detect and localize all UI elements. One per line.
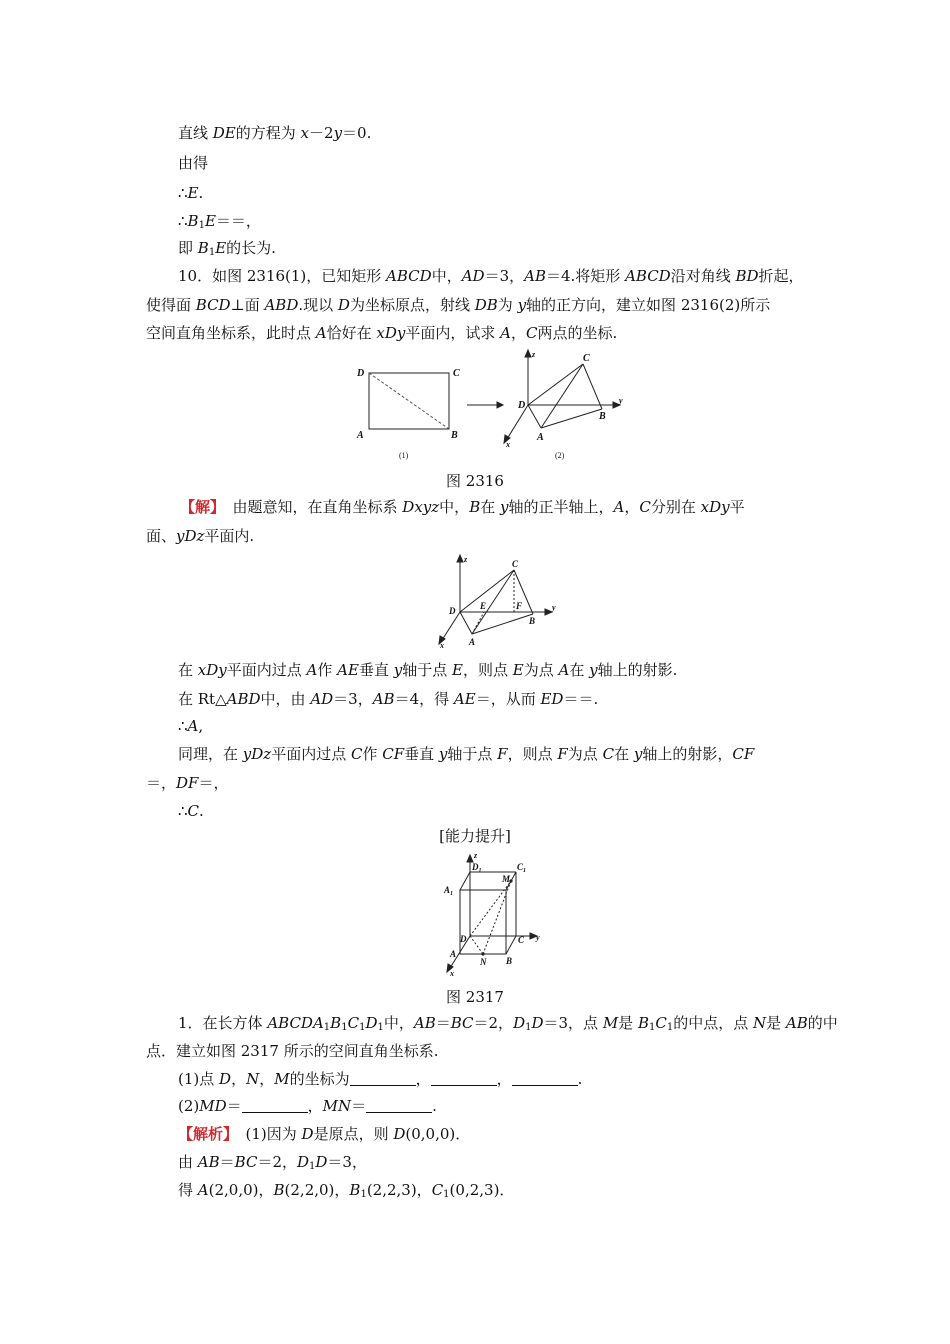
math-var: AB — [372, 690, 395, 708]
math-var: AD — [310, 690, 334, 708]
math-var: CF — [732, 745, 755, 763]
text: 中，由 — [260, 690, 311, 708]
figure-2317 — [440, 852, 550, 980]
text: ＝， — [198, 774, 229, 792]
math-var: D — [393, 1125, 406, 1143]
edge-ab — [541, 409, 602, 428]
subscript: 1 — [341, 1022, 348, 1033]
math-var: E — [512, 661, 524, 679]
math-var: DE — [212, 124, 236, 142]
text: 面、 — [146, 527, 177, 545]
label-x: x — [440, 641, 444, 648]
figure-2316 — [355, 345, 645, 463]
text: ＝3， — [484, 267, 525, 285]
segment-dm — [470, 881, 511, 936]
label-a1-sub: 1 — [450, 891, 454, 897]
math-var: BC — [450, 1014, 474, 1032]
label-a2: A — [537, 432, 544, 443]
label-a: A — [357, 430, 364, 441]
math-var: D — [296, 1153, 310, 1171]
text: 在 — [178, 661, 198, 679]
segment-nm — [483, 881, 511, 954]
math-var: B — [197, 239, 209, 257]
text: 是原点，则 — [313, 1125, 394, 1143]
solution10-line4 — [178, 689, 598, 709]
math-var: A — [558, 661, 570, 679]
math-var: E — [204, 212, 216, 230]
problem1-answer1 — [178, 1124, 470, 1144]
solution-tag: 【解】 — [180, 498, 218, 516]
text: ， — [231, 1070, 247, 1088]
answer-blank-md[interactable] — [242, 1098, 308, 1113]
math-var: D — [513, 1014, 526, 1032]
label-c1-letter: C — [517, 862, 524, 872]
math-var: C — [431, 1181, 444, 1199]
math-var: ED — [540, 690, 564, 708]
text: 中， — [431, 267, 462, 285]
text: 为 — [497, 296, 518, 314]
math-var: C — [655, 1014, 667, 1032]
edge-dc — [460, 570, 514, 612]
figure-label-1: (1) — [399, 451, 409, 460]
text: 是 — [766, 1014, 786, 1032]
math-var: x — [300, 124, 310, 142]
solution10-line7 — [146, 773, 228, 793]
label-d2: D — [518, 400, 526, 411]
text: 的中 — [807, 1014, 838, 1032]
text: ，则点 — [507, 745, 558, 763]
label-f: F — [516, 601, 523, 611]
text: 点．建立如图 2317 所示的空间直角坐标系. — [146, 1042, 439, 1060]
text: 在 Rt△ — [178, 690, 227, 708]
text: 作 — [317, 661, 338, 679]
front-face — [460, 890, 506, 954]
edge-ac — [541, 364, 583, 428]
z-arrow — [467, 855, 473, 862]
math-var: M — [274, 1070, 290, 1088]
text: 轴上的射影， — [642, 745, 733, 763]
math-var: xDy — [376, 324, 406, 342]
math-var: ABD — [226, 690, 261, 708]
problem10-line3 — [146, 323, 617, 343]
text: 轴的正半轴上， — [508, 498, 614, 516]
text: 是 — [618, 1014, 638, 1032]
math-var: C — [526, 324, 538, 342]
text: 折起， — [758, 267, 804, 285]
math-var: B — [469, 498, 481, 516]
text: (2) — [178, 1097, 200, 1115]
math-var: AB — [413, 1014, 436, 1032]
math-var: BD — [735, 267, 759, 285]
text: 使得面 — [146, 296, 196, 314]
text: 的方程为 — [235, 124, 301, 142]
text: ∴ — [178, 212, 188, 230]
label-c: C — [512, 559, 519, 569]
text: ＝4，得 — [394, 690, 454, 708]
math-var: ABD — [264, 296, 299, 314]
subscript: 1 — [309, 1161, 316, 1172]
math-var: y — [633, 745, 643, 763]
math-var: MN — [322, 1097, 352, 1115]
rectangle-abcd — [369, 373, 449, 429]
segment-dn — [470, 936, 483, 954]
text: ＝＝. — [563, 690, 599, 708]
math-var: AB — [524, 267, 546, 285]
label-b: B — [529, 616, 536, 626]
text: 在 — [614, 745, 634, 763]
text: ， — [259, 1070, 275, 1088]
text: ＝3，点 — [543, 1014, 603, 1032]
label-y: y — [536, 933, 540, 942]
label-c: C — [453, 368, 460, 379]
subscript: 1 — [359, 1022, 366, 1033]
text: ＝2， — [473, 1014, 514, 1032]
label-a: A — [469, 637, 476, 647]
math-var: A — [187, 717, 199, 735]
text: ＝ — [219, 1153, 235, 1171]
math-var: A — [500, 324, 511, 342]
math-var: A — [306, 661, 318, 679]
line-youde — [178, 153, 208, 173]
text: . — [577, 1070, 583, 1088]
text: (1)点 — [178, 1070, 220, 1088]
text: 即 — [178, 239, 198, 257]
math-var: AB — [197, 1153, 220, 1171]
label-e: E — [480, 601, 487, 611]
math-var: AD — [461, 267, 485, 285]
label-m: M — [502, 874, 511, 884]
label-d: D — [357, 368, 365, 379]
math-var: E — [187, 184, 199, 202]
edge-ab — [472, 614, 536, 634]
text: 轴于点 — [402, 661, 452, 679]
math-var: B — [637, 1014, 649, 1032]
solution10-line8 — [178, 801, 204, 821]
math-var: y — [517, 296, 527, 314]
figure-label-2: (2) — [555, 451, 565, 460]
math-var: y — [393, 661, 403, 679]
figure-caption-2316: 图 2316 — [446, 472, 504, 490]
label-c2: C — [583, 353, 590, 364]
edge-da — [528, 405, 541, 428]
text: 垂直 — [404, 745, 439, 763]
text: ＝4.将矩形 — [545, 267, 626, 285]
math-var: Dxyz — [402, 498, 440, 516]
edge-bc — [506, 936, 516, 954]
text: 10．如图 2316(1)，已知矩形 — [178, 267, 387, 285]
math-var: y — [438, 745, 448, 763]
text: ，则点 — [462, 661, 513, 679]
text: 作 — [362, 745, 383, 763]
text: 直线 — [178, 124, 213, 142]
text: , — [198, 717, 204, 735]
label-d: D — [449, 606, 456, 616]
math-var: D — [531, 1014, 544, 1032]
math-var: E — [215, 239, 227, 257]
edge-da — [460, 612, 472, 634]
solution10-line3 — [178, 660, 677, 680]
math-var: ABCD — [625, 267, 671, 285]
text: 分别在 — [650, 498, 701, 516]
line-b1e-length — [178, 238, 276, 263]
math-var: B — [330, 1014, 342, 1032]
label-n: N — [480, 957, 487, 967]
text: ∴ — [178, 184, 188, 202]
text: 在 — [569, 661, 590, 679]
problem1-answer2 — [178, 1152, 367, 1177]
label-a1-letter: A — [444, 885, 451, 895]
text: 轴于点 — [447, 745, 498, 763]
text: ＝＝， — [215, 212, 261, 230]
z-arrow — [525, 350, 531, 357]
text: (0,2,3)． — [449, 1181, 515, 1199]
text: ＝3， — [327, 1153, 367, 1171]
text: 为点 — [523, 661, 559, 679]
text: 中， — [439, 498, 470, 516]
label-y: y — [619, 396, 623, 405]
figure-caption-2317: 图 2317 — [446, 988, 504, 1006]
text: 两点的坐标. — [537, 324, 618, 342]
text: ＝ — [435, 1014, 451, 1032]
math-var: yDz — [176, 527, 205, 545]
label-d: D — [460, 934, 467, 944]
problem1-answer3 — [178, 1180, 514, 1205]
point-n — [481, 952, 484, 955]
math-var: B — [349, 1181, 361, 1199]
text: ， — [307, 1097, 323, 1115]
line-therefore-e — [178, 183, 203, 203]
text: 中， — [383, 1014, 414, 1032]
answer-blank-n[interactable] — [431, 1071, 497, 1086]
text: . — [198, 184, 204, 202]
text: 在 — [480, 498, 500, 516]
math-var: N — [753, 1014, 767, 1032]
x-axis — [442, 612, 460, 640]
math-var: C — [639, 498, 651, 516]
answer-blank-mn[interactable] — [366, 1098, 432, 1113]
math-var: BCD — [195, 296, 231, 314]
text: 空间直角坐标系，此时点 — [146, 324, 316, 342]
line-b1e — [178, 211, 261, 236]
subscript: 1 — [360, 1189, 367, 1200]
line-de-equation — [178, 123, 371, 143]
math-var: A — [613, 498, 625, 516]
text: －2 — [309, 124, 334, 142]
analysis-tag: 【解析】 — [178, 1125, 231, 1143]
math-var: MD — [199, 1097, 227, 1115]
problem1-line2 — [146, 1041, 438, 1061]
label-d1-letter: D — [472, 862, 479, 872]
math-var: E — [452, 661, 463, 679]
text: 为点 — [567, 745, 603, 763]
y-arrow — [545, 609, 552, 615]
diagonal-bd — [369, 373, 449, 429]
edge-dc — [528, 364, 583, 405]
math-var: ABCDA — [267, 1014, 324, 1032]
text: 1．在长方体 — [178, 1014, 268, 1032]
problem10-line2 — [146, 295, 770, 315]
subscript: 1 — [525, 1022, 532, 1033]
problem1-line1 — [178, 1013, 838, 1038]
text: .现以 — [298, 296, 338, 314]
text: ＝， — [146, 774, 177, 792]
edge-a1d1 — [460, 872, 470, 890]
text: 沿对角线 — [670, 267, 736, 285]
text: 得 — [178, 1181, 198, 1199]
text: 为坐标原点，射线 — [349, 296, 475, 314]
arrow-head — [497, 402, 503, 408]
problem1-question1 — [178, 1069, 582, 1089]
math-var: AE — [453, 690, 476, 708]
text: 轴的正方向，建立如图 2316(2)所示 — [526, 296, 771, 314]
subscript: 1 — [377, 1022, 384, 1033]
text: ， — [511, 324, 527, 342]
label-z: z — [474, 852, 478, 860]
math-var: DB — [474, 296, 498, 314]
math-var: B — [273, 1181, 285, 1199]
math-var: F — [497, 745, 508, 763]
text: (2,2,0)， — [284, 1181, 350, 1199]
text: 由得 — [178, 154, 209, 172]
math-var: BC — [234, 1153, 258, 1171]
text: 恰好在 — [326, 324, 377, 342]
label-c1 — [517, 862, 526, 874]
edge-ac — [472, 570, 514, 634]
text: 平面内. — [204, 527, 255, 545]
text: 平面内，试求 — [405, 324, 501, 342]
math-var: A — [197, 1181, 209, 1199]
label-z: z — [532, 350, 536, 359]
text: 同理，在 — [178, 745, 243, 763]
label-c1-sub: 1 — [523, 868, 527, 874]
edge-cb — [583, 364, 602, 409]
math-var: M — [602, 1014, 619, 1032]
label-x: x — [450, 969, 454, 978]
math-var: A — [315, 324, 327, 342]
subscript: 1 — [648, 1022, 656, 1033]
text: . — [432, 1097, 437, 1115]
text: 的坐标为 — [289, 1070, 350, 1088]
label-d1-sub: 1 — [478, 868, 482, 874]
math-var: C — [187, 802, 200, 820]
label-a1 — [443, 885, 453, 897]
math-var: C — [602, 745, 615, 763]
label-a: A — [450, 949, 457, 959]
text: ＝2， — [257, 1153, 297, 1171]
text: 平面内过点 — [226, 661, 307, 679]
math-var: CF — [382, 745, 405, 763]
label-b: B — [506, 956, 513, 966]
subscript: 1 — [198, 220, 205, 231]
text: ＝，从而 — [475, 690, 541, 708]
solution10-line5 — [178, 716, 203, 736]
solution10-line2 — [146, 526, 254, 546]
text: 的中点，点 — [673, 1014, 753, 1032]
math-var: y — [500, 498, 509, 516]
label-x: x — [506, 440, 510, 449]
math-var: D — [301, 1125, 314, 1143]
math-var: C — [350, 745, 363, 763]
math-var: xDy — [700, 498, 730, 516]
text: (2,2,3)， — [366, 1181, 432, 1199]
text: 平 — [729, 498, 745, 516]
math-var: B — [187, 212, 199, 230]
label-c: C — [518, 935, 525, 945]
answer-blank-m[interactable] — [512, 1071, 578, 1086]
text: ＝3， — [333, 690, 373, 708]
math-var: D — [315, 1153, 328, 1171]
text: 的长为. — [226, 239, 276, 257]
text: ⊥面 — [230, 296, 265, 314]
math-var: y — [589, 661, 598, 679]
label-b2: B — [599, 411, 606, 422]
math-var: D — [219, 1070, 232, 1088]
text: (1)因为 — [230, 1125, 302, 1143]
text: 由 — [178, 1153, 198, 1171]
section-title: [能力提升] — [439, 827, 511, 845]
math-var: AE — [337, 661, 359, 679]
math-var: yDz — [242, 745, 272, 763]
text: ＝ — [226, 1097, 242, 1115]
text: ＝ — [351, 1097, 367, 1115]
text: 由题意知，在直角坐标系 — [217, 498, 403, 516]
label-y: y — [552, 603, 556, 612]
subscript: 1 — [443, 1189, 450, 1200]
text: ， — [624, 498, 640, 516]
subscript: 1 — [323, 1022, 331, 1033]
text: ＝0. — [342, 124, 372, 142]
figure-solution-10 — [436, 552, 566, 648]
answer-blank-d[interactable] — [350, 1071, 416, 1086]
text: 平面内过点 — [271, 745, 351, 763]
math-var: DF — [176, 774, 199, 792]
math-var: AB — [785, 1014, 808, 1032]
label-z: z — [464, 555, 468, 564]
math-var: F — [557, 745, 568, 763]
text: (2,0,0)， — [208, 1181, 274, 1199]
math-var: xDy — [197, 661, 227, 679]
text: 轴上的射影. — [597, 661, 678, 679]
math-var: C — [347, 1014, 360, 1032]
text: 垂直 — [358, 661, 394, 679]
problem10-line1 — [178, 266, 804, 286]
solution10-line6 — [178, 744, 754, 764]
problem1-question2 — [178, 1096, 437, 1116]
text: ∴ — [178, 802, 188, 820]
text: . — [199, 802, 204, 820]
math-var: y — [333, 124, 343, 142]
text: ， — [415, 1070, 431, 1088]
math-var: D — [337, 296, 350, 314]
math-var: ABCD — [386, 267, 432, 285]
subscript: 1 — [666, 1022, 674, 1033]
subscript: 1 — [208, 247, 216, 258]
solution10-line1 — [180, 497, 745, 517]
math-var: N — [246, 1070, 260, 1088]
z-arrow — [457, 555, 463, 562]
math-var: D — [365, 1014, 378, 1032]
label-b: B — [451, 430, 458, 441]
text: ∴ — [178, 717, 188, 735]
text: (0,0,0)． — [405, 1125, 471, 1143]
text: ， — [496, 1070, 512, 1088]
